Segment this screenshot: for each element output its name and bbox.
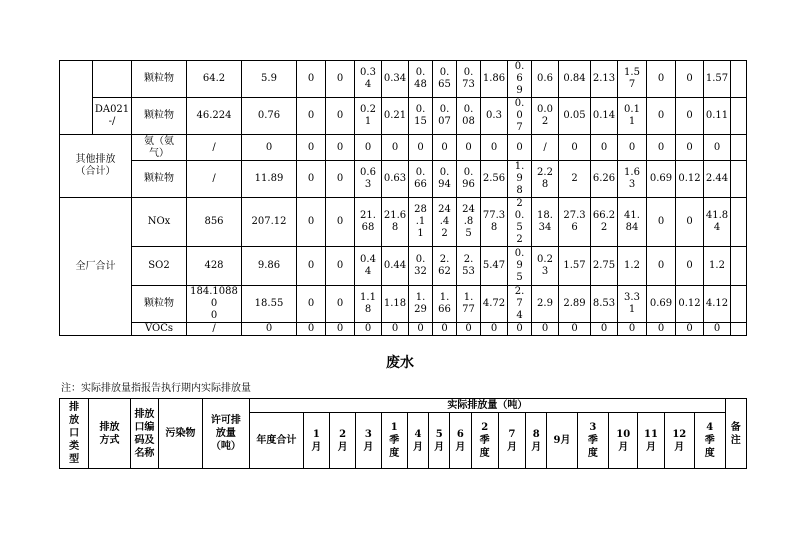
- value-cell: 207.12: [242, 198, 297, 247]
- table-row: [60, 61, 747, 98]
- value-cell: 0: [242, 135, 297, 161]
- header-period-cell: 4 月: [407, 413, 428, 469]
- row-group-label: 其他排放 （合计）: [60, 135, 132, 198]
- value-cell: 0: [326, 323, 355, 336]
- value-cell: 0: [297, 198, 326, 247]
- value-cell: 0.3: [481, 98, 508, 135]
- pollutant-cell: 颗粒物: [132, 61, 187, 98]
- value-cell: 0: [676, 135, 704, 161]
- value-cell: 0. 15: [409, 98, 433, 135]
- value-cell: 24 .4 2: [433, 198, 457, 247]
- value-cell: 1.57: [559, 247, 591, 286]
- value-cell: 2.89: [559, 286, 591, 323]
- value-cell: 21. 68: [355, 198, 382, 247]
- value-cell: 0: [508, 135, 532, 161]
- value-cell: 1.2: [618, 247, 647, 286]
- value-cell: 0.76: [242, 98, 297, 135]
- value-cell: 0: [508, 323, 532, 336]
- emissions-table: [59, 60, 747, 336]
- header-period-cell: 8 月: [526, 413, 547, 469]
- header-period-cell: 2 季 度: [471, 413, 498, 469]
- value-cell: 21.6 8: [382, 198, 409, 247]
- table-row: [60, 247, 747, 286]
- value-cell: 0: [481, 135, 508, 161]
- value-cell: 0. 48: [409, 61, 433, 98]
- value-cell: 0: [647, 247, 676, 286]
- value-cell: 0.63: [382, 161, 409, 198]
- table-row: [60, 161, 747, 198]
- value-cell: 0: [457, 323, 481, 336]
- table-row: [60, 198, 747, 247]
- header-period-cell: 5 月: [429, 413, 450, 469]
- value-cell: 0: [326, 198, 355, 247]
- value-cell: 0: [647, 135, 676, 161]
- value-cell: [731, 323, 747, 336]
- value-cell: 0: [559, 135, 591, 161]
- outlet-code-cell: [93, 61, 132, 98]
- value-cell: 0: [382, 135, 409, 161]
- value-cell: 1.57: [704, 61, 731, 98]
- value-cell: [731, 286, 747, 323]
- value-cell: 0: [326, 98, 355, 135]
- header-outlet-type: 排 放 口 类 型: [60, 399, 89, 469]
- row-group-label: [60, 61, 93, 135]
- value-cell: 1. 66: [433, 286, 457, 323]
- value-cell: 9.86: [242, 247, 297, 286]
- value-cell: [731, 161, 747, 198]
- value-cell: 0.21: [382, 98, 409, 135]
- value-cell: 0.11: [704, 98, 731, 135]
- value-cell: 0: [676, 98, 704, 135]
- row-group-label: 全厂合计: [60, 198, 132, 336]
- value-cell: 2.56: [481, 161, 508, 198]
- value-cell: 0: [297, 61, 326, 98]
- value-cell: 0: [618, 135, 647, 161]
- value-cell: [731, 98, 747, 135]
- header-period-cell: 2 月: [329, 413, 355, 469]
- value-cell: 0.1 1: [618, 98, 647, 135]
- value-cell: 0: [326, 286, 355, 323]
- value-cell: 1.18: [382, 286, 409, 323]
- value-cell: 0: [355, 135, 382, 161]
- wastewater-header-table: [59, 398, 747, 469]
- value-cell: 0: [409, 323, 433, 336]
- value-cell: [731, 247, 747, 286]
- value-cell: 0.34: [382, 61, 409, 98]
- value-cell: 0: [326, 135, 355, 161]
- value-cell: 18. 34: [532, 198, 559, 247]
- value-cell: 4.12: [704, 286, 731, 323]
- value-cell: 0. 73: [457, 61, 481, 98]
- pollutant-cell: VOCs: [132, 323, 187, 336]
- value-cell: 0: [326, 161, 355, 198]
- value-cell: 0: [676, 247, 704, 286]
- value-cell: 0. 07: [433, 98, 457, 135]
- value-cell: 0. 94: [433, 161, 457, 198]
- header-period-cell: 3 月: [356, 413, 381, 469]
- note-text: 注：实际排放量指报告执行期内实际排放量: [61, 383, 251, 394]
- value-cell: 0: [297, 247, 326, 286]
- value-cell: 0.2 1: [355, 98, 382, 135]
- value-cell: 428: [187, 247, 242, 286]
- value-cell: 0: [647, 98, 676, 135]
- value-cell: 0: [457, 135, 481, 161]
- value-cell: 28 .1 1: [409, 198, 433, 247]
- value-cell: 2 0. 5 2: [508, 198, 532, 247]
- value-cell: 2.44: [704, 161, 731, 198]
- value-cell: 856: [187, 198, 242, 247]
- value-cell: 41. 84: [618, 198, 647, 247]
- value-cell: 2.2 8: [532, 161, 559, 198]
- value-cell: 0: [591, 323, 618, 336]
- table-row: [60, 323, 747, 336]
- value-cell: 3.3 1: [618, 286, 647, 323]
- value-cell: 2.13: [591, 61, 618, 98]
- header-method: 排放 方式: [89, 399, 130, 469]
- value-cell: /: [532, 135, 559, 161]
- value-cell: 0: [242, 323, 297, 336]
- value-cell: 0: [559, 323, 591, 336]
- value-cell: 0.4 4: [355, 247, 382, 286]
- value-cell: 2.75: [591, 247, 618, 286]
- value-cell: 0.44: [382, 247, 409, 286]
- header-period-cell: 3 季 度: [577, 413, 608, 469]
- value-cell: 0: [481, 323, 508, 336]
- value-cell: 0. 9 5: [508, 247, 532, 286]
- value-cell: 18.55: [242, 286, 297, 323]
- value-cell: 0: [326, 61, 355, 98]
- value-cell: 0.6: [532, 61, 559, 98]
- value-cell: 1.6 3: [618, 161, 647, 198]
- header-remark: 备 注: [725, 399, 746, 469]
- value-cell: 46.224: [187, 98, 242, 135]
- value-cell: 0.14: [591, 98, 618, 135]
- value-cell: 0: [591, 135, 618, 161]
- outlet-code-cell: DA021 -/: [93, 98, 132, 135]
- value-cell: 77.3 8: [481, 198, 508, 247]
- value-cell: 0: [297, 98, 326, 135]
- value-cell: 0: [297, 161, 326, 198]
- value-cell: 0: [297, 286, 326, 323]
- header-pollutant: 污染物: [159, 399, 202, 469]
- value-cell: 0: [704, 323, 731, 336]
- value-cell: 0: [647, 323, 676, 336]
- value-cell: 24 .8 5: [457, 198, 481, 247]
- value-cell: 0.69: [647, 286, 676, 323]
- value-cell: 27.3 6: [559, 198, 591, 247]
- table-row: [60, 98, 747, 135]
- value-cell: 0. 08: [457, 98, 481, 135]
- value-cell: [731, 135, 747, 161]
- header-period-cell: 1 月: [303, 413, 329, 469]
- value-cell: 0: [676, 61, 704, 98]
- header-period-cell: 年度合计: [250, 413, 304, 469]
- value-cell: 1. 77: [457, 286, 481, 323]
- value-cell: /: [187, 323, 242, 336]
- value-cell: 2. 62: [433, 247, 457, 286]
- value-cell: 0. 32: [409, 247, 433, 286]
- value-cell: 1.86: [481, 61, 508, 98]
- value-cell: 0.05: [559, 98, 591, 135]
- pollutant-cell: 氨（氨 气）: [132, 135, 187, 161]
- value-cell: 0.12: [676, 286, 704, 323]
- value-cell: 0: [647, 198, 676, 247]
- value-cell: 0: [326, 247, 355, 286]
- header-period-cell: 10 月: [609, 413, 638, 469]
- value-cell: 0: [355, 323, 382, 336]
- value-cell: 0: [704, 135, 731, 161]
- table-row: [60, 135, 747, 161]
- value-cell: 1. 29: [409, 286, 433, 323]
- value-cell: 0. 6 9: [508, 61, 532, 98]
- value-cell: 11.89: [242, 161, 297, 198]
- value-cell: 0: [433, 135, 457, 161]
- value-cell: 64.2: [187, 61, 242, 98]
- value-cell: 66.2 2: [591, 198, 618, 247]
- value-cell: 0: [647, 61, 676, 98]
- value-cell: 0: [297, 323, 326, 336]
- value-cell: 0. 66: [409, 161, 433, 198]
- value-cell: 8.53: [591, 286, 618, 323]
- value-cell: 0.0 2: [532, 98, 559, 135]
- value-cell: 5.9: [242, 61, 297, 98]
- value-cell: 5.47: [481, 247, 508, 286]
- header-period-cell: 7 月: [498, 413, 525, 469]
- value-cell: 0.2 3: [532, 247, 559, 286]
- value-cell: 0. 65: [433, 61, 457, 98]
- value-cell: 0.69: [647, 161, 676, 198]
- header-actual-group: 实际排放量（吨）: [250, 399, 725, 413]
- header-outlet-code: 排放 口编 码及 名称: [130, 399, 158, 469]
- value-cell: 0: [532, 323, 559, 336]
- value-cell: 0. 0 7: [508, 98, 532, 135]
- value-cell: 0: [433, 323, 457, 336]
- pollutant-cell: 颗粒物: [132, 98, 187, 135]
- value-cell: 6.26: [591, 161, 618, 198]
- header-period-cell: 1 季 度: [381, 413, 407, 469]
- value-cell: 1. 9 8: [508, 161, 532, 198]
- value-cell: 0: [618, 323, 647, 336]
- pollutant-cell: SO2: [132, 247, 187, 286]
- value-cell: 41.8 4: [704, 198, 731, 247]
- value-cell: /: [187, 135, 242, 161]
- value-cell: 0.6 3: [355, 161, 382, 198]
- value-cell: 1.5 7: [618, 61, 647, 98]
- header-permit: 许可排 放量 （吨）: [202, 399, 250, 469]
- value-cell: 4.72: [481, 286, 508, 323]
- value-cell: 0: [409, 135, 433, 161]
- header-period-cell: 6 月: [450, 413, 471, 469]
- value-cell: 0: [676, 323, 704, 336]
- value-cell: 0: [297, 135, 326, 161]
- value-cell: 0. 96: [457, 161, 481, 198]
- table-row: [60, 286, 747, 323]
- value-cell: 2. 7 4: [508, 286, 532, 323]
- value-cell: 1.2: [704, 247, 731, 286]
- value-cell: 0.84: [559, 61, 591, 98]
- value-cell: [731, 198, 747, 247]
- value-cell: 2. 53: [457, 247, 481, 286]
- pollutant-cell: 颗粒物: [132, 286, 187, 323]
- header-period-cell: 9月: [547, 413, 577, 469]
- value-cell: 0.3 4: [355, 61, 382, 98]
- pollutant-cell: 颗粒物: [132, 161, 187, 198]
- value-cell: 2: [559, 161, 591, 198]
- value-cell: 2.9: [532, 286, 559, 323]
- value-cell: 0: [382, 323, 409, 336]
- value-cell: 0: [676, 198, 704, 247]
- header-period-cell: 4 季 度: [694, 413, 725, 469]
- value-cell: 184.10880 0: [187, 286, 242, 323]
- section-title: 废水: [386, 355, 414, 371]
- value-cell: /: [187, 161, 242, 198]
- value-cell: [731, 61, 747, 98]
- pollutant-cell: NOx: [132, 198, 187, 247]
- header-period-cell: 11 月: [638, 413, 664, 469]
- value-cell: 1.1 8: [355, 286, 382, 323]
- value-cell: 0.12: [676, 161, 704, 198]
- header-period-cell: 12 月: [664, 413, 694, 469]
